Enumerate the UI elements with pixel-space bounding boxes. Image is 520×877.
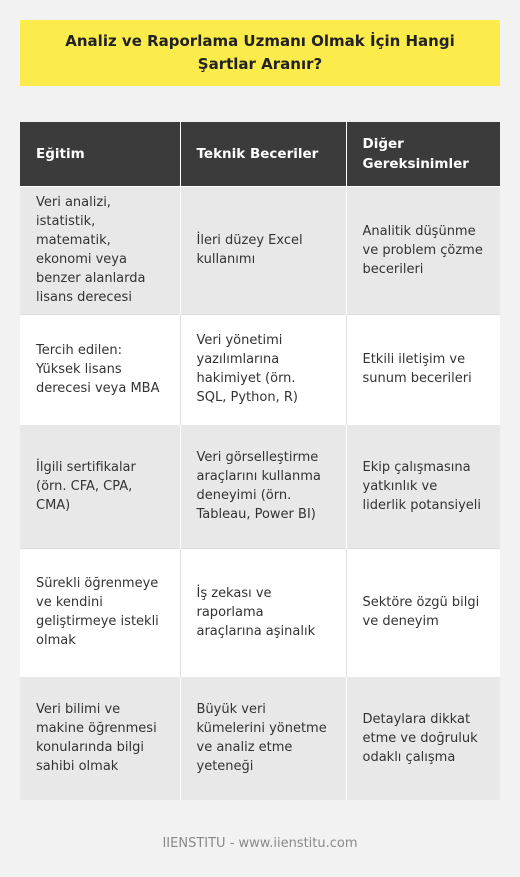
title-banner [20, 20, 500, 86]
cell-egitim: Sürekli öğrenmeye ve kendini geliştirmeye istekli olmak [20, 548, 180, 676]
table-header-row [20, 122, 500, 186]
cell-diger-gereksinimler: Etkili iletişim ve sunum becerileri [346, 314, 500, 424]
cell-diger-gereksinimler: Ekip çalışmasına yatkınlık ve liderlik potansiyeli [346, 424, 500, 548]
cell-egitim: Veri analizi, istatistik, matematik, ekonomi veya benzer alanlarda lisans derecesi [20, 186, 180, 314]
table-row [20, 548, 500, 676]
cell-egitim: Tercih edilen: Yüksek lisans derecesi veya MBA [20, 314, 180, 424]
cell-teknik-beceriler: Büyük veri kümelerini yönetme ve analiz etme yeteneği [180, 676, 346, 800]
cell-teknik-beceriler: Veri görselleştirme araçlarını kullanma deneyimi (örn. Tableau, Power BI) [180, 424, 346, 548]
table-row [20, 424, 500, 548]
page-title: Analiz ve Raporlama Uzmanı Olmak İçin Hangi Şartlar Aranır? [65, 32, 455, 73]
column-header-teknik-beceriler: Teknik Beceriler [180, 122, 346, 186]
cell-diger-gereksinimler: Sektöre özgü bilgi ve deneyim [346, 548, 500, 676]
footer-source: IIENSTITU - www.iienstitu.com [162, 836, 358, 851]
cell-egitim: Veri bilimi ve makine öğrenmesi konularında bilgi sahibi olmak [20, 676, 180, 800]
column-header-diger-gereksinimler: Diğer Gereksinimler [346, 122, 500, 186]
cell-diger-gereksinimler: Detaylara dikkat etme ve doğruluk odaklı çalışma [346, 676, 500, 800]
requirements-table [20, 122, 500, 800]
table-row [20, 676, 500, 800]
table-row [20, 314, 500, 424]
column-header-egitim: Eğitim [20, 122, 180, 186]
cell-diger-gereksinimler: Analitik düşünme ve problem çözme becerileri [346, 186, 500, 314]
cell-egitim: İlgili sertifikalar (örn. CFA, CPA, CMA) [20, 424, 180, 548]
table-row [20, 186, 500, 314]
cell-teknik-beceriler: İleri düzey Excel kullanımı [180, 186, 346, 314]
cell-teknik-beceriler: İş zekası ve raporlama araçlarına aşinalık [180, 548, 346, 676]
cell-teknik-beceriler: Veri yönetimi yazılımlarına hakimiyet (örn. SQL, Python, R) [180, 314, 346, 424]
